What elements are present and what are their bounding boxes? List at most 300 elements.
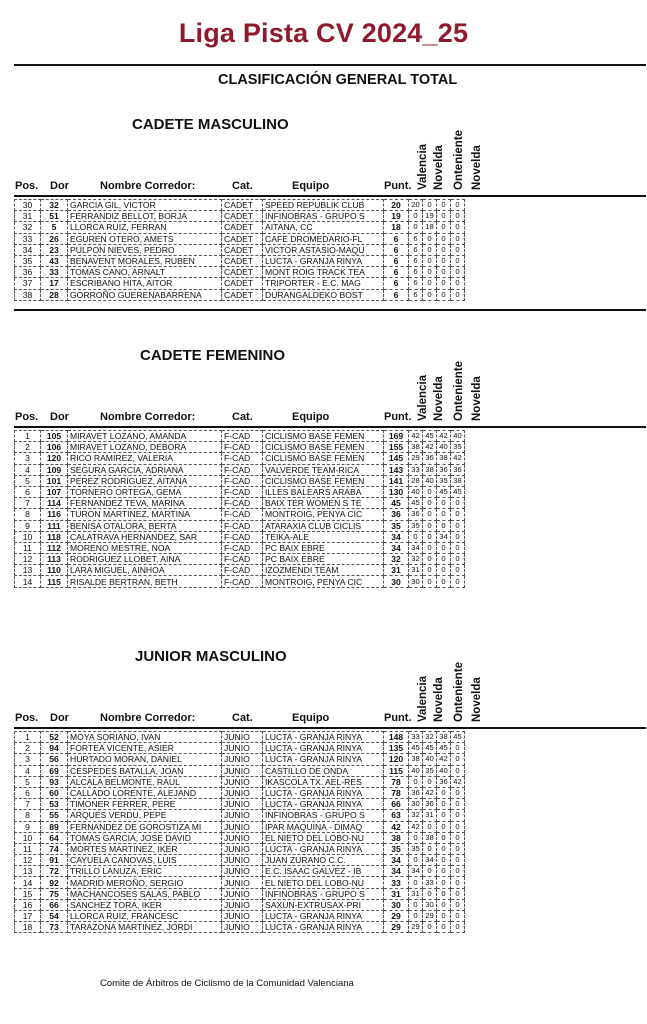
event-header-1: Novelda	[433, 376, 445, 421]
rider-name-cell: TIMONER FERRER, PERE	[68, 799, 222, 810]
novelda2-points-cell: 36	[451, 464, 465, 475]
rider-name-cell: SEGURA GARCIA, ADRIANA	[68, 464, 222, 475]
category-cell: JUNIO	[222, 821, 263, 832]
rider-name-cell: ARQUES VERDU, PEPE	[68, 810, 222, 821]
novelda2-points-cell: 40	[451, 431, 465, 442]
rider-name-cell: FERNANDEZ TEVA, MARINA	[68, 498, 222, 509]
novelda-points-cell: 0	[423, 233, 437, 244]
dorsal-cell: 115	[41, 576, 68, 587]
pos-cell: 38	[15, 289, 41, 300]
table-row	[15, 821, 465, 832]
novelda-points-cell: 36	[423, 799, 437, 810]
novelda-points-cell: 38	[423, 832, 437, 843]
points-cell: 38	[384, 832, 409, 843]
table-row	[15, 866, 465, 877]
onteniente-points-cell: 0	[437, 899, 451, 910]
team-cell: INFINOBRAS - GRUPO S	[263, 211, 384, 222]
valencia-points-cell: 30	[409, 576, 423, 587]
pos-cell: 6	[15, 486, 41, 497]
novelda2-points-cell: 0	[451, 255, 465, 266]
event-header-1: Novelda	[433, 677, 445, 722]
points-cell: 6	[384, 244, 409, 255]
valencia-points-cell: 42	[409, 821, 423, 832]
table-row	[15, 278, 465, 289]
category-cell: CADET	[222, 289, 263, 300]
dorsal-cell: 23	[41, 244, 68, 255]
event-header-3: Novelda	[471, 677, 483, 722]
valencia-points-cell: 28	[409, 475, 423, 486]
onteniente-points-cell: 42	[437, 754, 451, 765]
novelda2-points-cell: 0	[451, 289, 465, 300]
dorsal-cell: 43	[41, 255, 68, 266]
novelda2-points-cell: 0	[451, 911, 465, 922]
table-row	[15, 922, 465, 933]
table-row	[15, 200, 465, 211]
valencia-points-cell: 29	[409, 453, 423, 464]
dorsal-cell: 53	[41, 799, 68, 810]
column-header-pts: Punt.	[384, 180, 412, 192]
category-cell: F-CAD	[222, 442, 263, 453]
team-cell: LUCTA - GRANJA RINYA	[263, 743, 384, 754]
rider-name-cell: MOYA SORIANO, IVAN	[68, 732, 222, 743]
column-header-name: Nombre Corredor:	[100, 712, 196, 724]
onteniente-points-cell: 35	[437, 475, 451, 486]
column-header-dor: Dor	[50, 712, 69, 724]
pos-cell: 12	[15, 554, 41, 565]
event-header-2: Onteniente	[453, 129, 465, 190]
document-title: Liga Pista CV 2024_25	[178, 18, 469, 48]
novelda2-points-cell: 0	[451, 754, 465, 765]
onteniente-points-cell: 0	[437, 821, 451, 832]
dorsal-cell: 52	[41, 732, 68, 743]
novelda-points-cell: 31	[423, 810, 437, 821]
pos-cell: 31	[15, 211, 41, 222]
pos-cell: 8	[15, 509, 41, 520]
points-cell: 6	[384, 267, 409, 278]
points-cell: 6	[384, 278, 409, 289]
event-header-3: Novelda	[471, 376, 483, 421]
valencia-points-cell: 33	[409, 732, 423, 743]
event-header-1: Novelda	[433, 145, 445, 190]
column-header-pts: Punt.	[384, 411, 412, 423]
onteniente-points-cell: 0	[437, 810, 451, 821]
onteniente-points-cell: 0	[437, 787, 451, 798]
points-cell: 34	[384, 866, 409, 877]
novelda2-points-cell: 0	[451, 843, 465, 854]
rider-name-cell: PULPON NIEVES, PEDRO	[68, 244, 222, 255]
novelda2-points-cell: 0	[451, 498, 465, 509]
novelda2-points-cell: 0	[451, 922, 465, 933]
novelda2-points-cell: 0	[451, 565, 465, 576]
table-row	[15, 233, 465, 244]
table-row	[15, 843, 465, 854]
dorsal-cell: 74	[41, 843, 68, 854]
novelda2-points-cell: 0	[451, 222, 465, 233]
column-header-team: Equipo	[292, 180, 330, 192]
table-row	[15, 442, 465, 453]
dorsal-cell: 33	[41, 267, 68, 278]
document-subtitle: CLASIFICACIÓN GENERAL TOTAL	[218, 72, 458, 88]
points-cell: 42	[384, 821, 409, 832]
novelda-points-cell: 38	[423, 464, 437, 475]
points-cell: 20	[384, 200, 409, 211]
column-header-pos: Pos.	[15, 712, 39, 724]
team-cell: DURANGALDEKO BOST	[263, 289, 384, 300]
rider-name-cell: RISALDE BERTRAN, BETH	[68, 576, 222, 587]
novelda-points-cell: 45	[423, 743, 437, 754]
dorsal-cell: 51	[41, 211, 68, 222]
table-row	[15, 267, 465, 278]
points-cell: 145	[384, 453, 409, 464]
points-cell: 32	[384, 554, 409, 565]
table-row	[15, 743, 465, 754]
category-cell: CADET	[222, 233, 263, 244]
onteniente-points-cell: 0	[437, 520, 451, 531]
pos-cell: 33	[15, 233, 41, 244]
novelda-points-cell: 18	[423, 222, 437, 233]
team-cell: CASTILLO DE ONDA	[263, 765, 384, 776]
team-cell: SPEED REPUBLIK CLUB	[263, 200, 384, 211]
team-cell: LUCTA - GRANJA RINYA	[263, 911, 384, 922]
footer-text: Comite de Árbitros de Ciclismo de la Comunidad Valenciana	[100, 978, 354, 989]
category-cell: JUNIO	[222, 743, 263, 754]
points-cell: 6	[384, 233, 409, 244]
onteniente-points-cell: 0	[437, 289, 451, 300]
valencia-points-cell: 0	[409, 832, 423, 843]
rider-name-cell: BENAVENT MORALES, RUBEN	[68, 255, 222, 266]
dorsal-cell: 56	[41, 754, 68, 765]
onteniente-points-cell: 0	[437, 509, 451, 520]
valencia-points-cell: 0	[409, 877, 423, 888]
category-cell: CADET	[222, 222, 263, 233]
table-row	[15, 255, 465, 266]
onteniente-points-cell: 45	[437, 743, 451, 754]
event-header-0: Valencia	[417, 675, 429, 722]
pos-cell: 18	[15, 922, 41, 933]
points-cell: 148	[384, 732, 409, 743]
valencia-points-cell: 0	[409, 776, 423, 787]
column-header-name: Nombre Corredor:	[100, 411, 196, 423]
header-rule	[14, 195, 646, 197]
category-cell: F-CAD	[222, 431, 263, 442]
team-cell: LUCTA - GRANJA RINYA	[263, 754, 384, 765]
team-cell: MONTROIG, PENYA CIC	[263, 576, 384, 587]
table-row	[15, 832, 465, 843]
novelda2-points-cell: 0	[451, 520, 465, 531]
novelda-points-cell: 0	[423, 278, 437, 289]
pos-cell: 7	[15, 498, 41, 509]
onteniente-points-cell: 0	[437, 911, 451, 922]
novelda2-points-cell: 42	[451, 776, 465, 787]
onteniente-points-cell: 36	[437, 776, 451, 787]
team-cell: LUCTA - GRANJA RINYA	[263, 787, 384, 798]
dorsal-cell: 93	[41, 776, 68, 787]
novelda2-points-cell: 35	[451, 442, 465, 453]
column-header-pos: Pos.	[15, 180, 39, 192]
pos-cell: 35	[15, 255, 41, 266]
category-cell: F-CAD	[222, 486, 263, 497]
column-header-dor: Dor	[50, 411, 69, 423]
onteniente-points-cell: 0	[437, 233, 451, 244]
points-cell: 29	[384, 922, 409, 933]
onteniente-points-cell: 0	[437, 832, 451, 843]
category-cell: CADET	[222, 267, 263, 278]
category-cell: JUNIO	[222, 855, 263, 866]
table-row	[15, 464, 465, 475]
pos-cell: 9	[15, 520, 41, 531]
valencia-points-cell: 32	[409, 810, 423, 821]
valencia-points-cell: 35	[409, 843, 423, 854]
column-header-dor: Dor	[50, 180, 69, 192]
rider-name-cell: MORTES MARTINEZ, IKER	[68, 843, 222, 854]
points-cell: 36	[384, 509, 409, 520]
category-cell: JUNIO	[222, 899, 263, 910]
table-row	[15, 799, 465, 810]
results-table	[14, 731, 465, 933]
dorsal-cell: 91	[41, 855, 68, 866]
novelda2-points-cell: 0	[451, 244, 465, 255]
points-cell: 18	[384, 222, 409, 233]
novelda-points-cell: 0	[423, 289, 437, 300]
novelda-points-cell: 42	[423, 442, 437, 453]
novelda2-points-cell: 45	[451, 732, 465, 743]
team-cell: VALVERDE TEAM-RICA	[263, 464, 384, 475]
team-cell: TEIKA-ALE	[263, 531, 384, 542]
pos-cell: 11	[15, 542, 41, 553]
novelda2-points-cell: 0	[451, 267, 465, 278]
table-row	[15, 732, 465, 743]
onteniente-points-cell: 0	[437, 554, 451, 565]
event-header-3: Novelda	[471, 145, 483, 190]
points-cell: 155	[384, 442, 409, 453]
points-cell: 63	[384, 810, 409, 821]
category-cell: F-CAD	[222, 542, 263, 553]
team-cell: PC BAIX EBRE	[263, 542, 384, 553]
valencia-points-cell: 0	[409, 222, 423, 233]
pos-cell: 14	[15, 877, 41, 888]
dorsal-cell: 26	[41, 233, 68, 244]
novelda-points-cell: 0	[423, 542, 437, 553]
onteniente-points-cell: 0	[437, 576, 451, 587]
novelda-points-cell: 36	[423, 453, 437, 464]
header-rule	[14, 727, 646, 729]
onteniente-points-cell: 40	[437, 442, 451, 453]
team-cell: JUAN ZURANO C.C.	[263, 855, 384, 866]
valencia-points-cell: 0	[409, 531, 423, 542]
table-row	[15, 855, 465, 866]
pos-cell: 2	[15, 442, 41, 453]
table-row	[15, 244, 465, 255]
table-row	[15, 520, 465, 531]
rider-name-cell: GORROÑO GUERENABARRENA	[68, 289, 222, 300]
dorsal-cell: 66	[41, 899, 68, 910]
dorsal-cell: 55	[41, 810, 68, 821]
points-cell: 31	[384, 565, 409, 576]
section-title: CADETE MASCULINO	[132, 116, 289, 133]
pos-cell: 13	[15, 866, 41, 877]
novelda2-points-cell: 0	[451, 509, 465, 520]
points-cell: 34	[384, 855, 409, 866]
pos-cell: 34	[15, 244, 41, 255]
pos-cell: 17	[15, 911, 41, 922]
rider-name-cell: RODRIGUEZ LLOBET, AINA	[68, 554, 222, 565]
category-cell: JUNIO	[222, 832, 263, 843]
novelda-points-cell: 0	[423, 244, 437, 255]
dorsal-cell: 60	[41, 787, 68, 798]
team-cell: LUCTA - GRANJA RINYA	[263, 799, 384, 810]
novelda-points-cell: 30	[423, 899, 437, 910]
pos-cell: 32	[15, 222, 41, 233]
event-header-0: Valencia	[417, 143, 429, 190]
novelda2-points-cell: 0	[451, 233, 465, 244]
valencia-points-cell: 42	[409, 431, 423, 442]
rider-name-cell: TORNERO ORTEGA, GEMA	[68, 486, 222, 497]
valencia-points-cell: 31	[409, 888, 423, 899]
rider-name-cell: PEREZ RODRIGUEZ, AITANA	[68, 475, 222, 486]
points-cell: 45	[384, 498, 409, 509]
pos-cell: 2	[15, 743, 41, 754]
valencia-points-cell: 6	[409, 233, 423, 244]
points-cell: 34	[384, 542, 409, 553]
valencia-points-cell: 36	[409, 509, 423, 520]
novelda2-points-cell: 0	[451, 899, 465, 910]
dorsal-cell: 69	[41, 765, 68, 776]
rider-name-cell: TARAZONA MARTINEZ, JORDI	[68, 922, 222, 933]
novelda2-points-cell: 0	[451, 278, 465, 289]
dorsal-cell: 64	[41, 832, 68, 843]
valencia-points-cell: 6	[409, 289, 423, 300]
rider-name-cell: ESCRIBANO HITA, AITOR	[68, 278, 222, 289]
novelda2-points-cell: 0	[451, 531, 465, 542]
onteniente-points-cell: 38	[437, 453, 451, 464]
valencia-points-cell: 32	[409, 554, 423, 565]
rider-name-cell: FERNANDEZ DE GOROSTIZA MI	[68, 821, 222, 832]
novelda2-points-cell: 0	[451, 799, 465, 810]
pos-cell: 5	[15, 475, 41, 486]
table-row	[15, 754, 465, 765]
category-cell: JUNIO	[222, 866, 263, 877]
onteniente-points-cell: 0	[437, 888, 451, 899]
rider-name-cell: CALLADO LORENTE, ALEJAND	[68, 787, 222, 798]
category-cell: F-CAD	[222, 554, 263, 565]
table-row	[15, 810, 465, 821]
table-row	[15, 509, 465, 520]
rider-name-cell: TURON MARTINEZ, MARTINA	[68, 509, 222, 520]
table-row	[15, 888, 465, 899]
table-row	[15, 289, 465, 300]
onteniente-points-cell: 0	[437, 877, 451, 888]
novelda2-points-cell: 0	[451, 765, 465, 776]
novelda2-points-cell: 0	[451, 743, 465, 754]
novelda2-points-cell: 0	[451, 821, 465, 832]
rider-name-cell: TOMAS CANO, ARNALT	[68, 267, 222, 278]
onteniente-points-cell: 0	[437, 267, 451, 278]
dorsal-cell: 120	[41, 453, 68, 464]
novelda-points-cell: 0	[423, 776, 437, 787]
valencia-points-cell: 34	[409, 542, 423, 553]
team-cell: PC BAIX EBRE	[263, 554, 384, 565]
rider-name-cell: MADRID MEROÑO, SERGIO	[68, 877, 222, 888]
table-row	[15, 222, 465, 233]
category-cell: F-CAD	[222, 520, 263, 531]
novelda-points-cell: 0	[423, 531, 437, 542]
pos-cell: 1	[15, 431, 41, 442]
column-header-name: Nombre Corredor:	[100, 180, 196, 192]
dorsal-cell: 73	[41, 922, 68, 933]
table-row	[15, 498, 465, 509]
team-cell: CICLISMO BASE FEMEN	[263, 442, 384, 453]
table-row	[15, 787, 465, 798]
rider-name-cell: LLORCA RUIZ, FERRAN	[68, 222, 222, 233]
table-row	[15, 431, 465, 442]
rider-name-cell: LARA MIGUEL, AINHOA	[68, 565, 222, 576]
team-cell: CICLISMO BASE FEMEN	[263, 475, 384, 486]
onteniente-points-cell: 0	[437, 866, 451, 877]
rider-name-cell: CAYUELA CANOVAS, LUIS	[68, 855, 222, 866]
team-cell: SAXUN-EXTRUSAX-PRI	[263, 899, 384, 910]
novelda-points-cell: 32	[423, 732, 437, 743]
table-row	[15, 776, 465, 787]
dorsal-cell: 72	[41, 866, 68, 877]
novelda-points-cell: 40	[423, 754, 437, 765]
pos-cell: 15	[15, 888, 41, 899]
novelda2-points-cell: 0	[451, 554, 465, 565]
points-cell: 29	[384, 911, 409, 922]
valencia-points-cell: 6	[409, 278, 423, 289]
rider-name-cell: EGUREN OTERO, AMETS	[68, 233, 222, 244]
dorsal-cell: 28	[41, 289, 68, 300]
valencia-points-cell: 45	[409, 743, 423, 754]
pos-cell: 13	[15, 565, 41, 576]
points-cell: 31	[384, 888, 409, 899]
table-row	[15, 554, 465, 565]
dorsal-cell: 118	[41, 531, 68, 542]
team-cell: EL NIETO DEL LOBO-NU	[263, 832, 384, 843]
dorsal-cell: 94	[41, 743, 68, 754]
category-cell: F-CAD	[222, 498, 263, 509]
rider-name-cell: TRILLO LANUZA, ERIC	[68, 866, 222, 877]
category-cell: F-CAD	[222, 464, 263, 475]
onteniente-points-cell: 0	[437, 855, 451, 866]
novelda-points-cell: 0	[423, 509, 437, 520]
pos-cell: 6	[15, 787, 41, 798]
novelda-points-cell: 40	[423, 475, 437, 486]
points-cell: 143	[384, 464, 409, 475]
column-header-cat: Cat.	[232, 712, 253, 724]
onteniente-points-cell: 40	[437, 765, 451, 776]
team-cell: LUCTA - GRANJA RINYA	[263, 922, 384, 933]
points-cell: 130	[384, 486, 409, 497]
pos-cell: 37	[15, 278, 41, 289]
category-cell: JUNIO	[222, 810, 263, 821]
novelda2-points-cell: 0	[451, 211, 465, 222]
valencia-points-cell: 38	[409, 442, 423, 453]
table-row	[15, 565, 465, 576]
team-cell: CICLISMO BASE FEMEN	[263, 453, 384, 464]
rider-name-cell: GARCIA GIL, VICTOR	[68, 200, 222, 211]
points-cell: 34	[384, 531, 409, 542]
onteniente-points-cell: 0	[437, 922, 451, 933]
valencia-points-cell: 35	[409, 520, 423, 531]
event-header-0: Valencia	[417, 374, 429, 421]
points-cell: 115	[384, 765, 409, 776]
novelda2-points-cell: 45	[451, 486, 465, 497]
points-cell: 135	[384, 743, 409, 754]
pos-cell: 36	[15, 267, 41, 278]
valencia-points-cell: 31	[409, 565, 423, 576]
onteniente-points-cell: 34	[437, 531, 451, 542]
novelda2-points-cell: 0	[451, 787, 465, 798]
